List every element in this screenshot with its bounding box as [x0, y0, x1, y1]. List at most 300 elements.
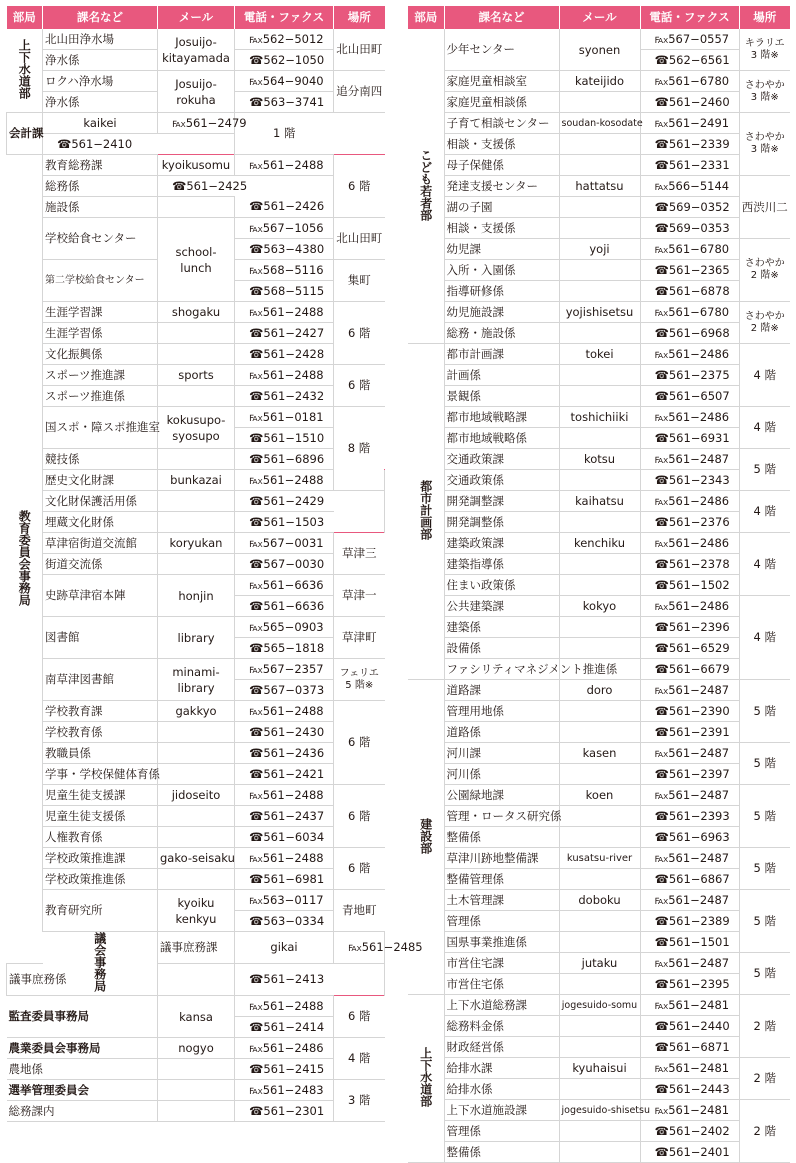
place-cell: 4 階 — [334, 1038, 385, 1080]
tel-cell: ℻561−2487 — [640, 449, 739, 470]
section-name: 整備係 — [444, 827, 559, 848]
table-row — [408, 827, 790, 848]
place-cell: 追分南四 — [334, 71, 385, 113]
table-row — [408, 218, 790, 239]
mail-cell: gako-seisaku — [158, 848, 235, 869]
section-name: 学校教育課 — [43, 701, 158, 722]
section-name: 国県事業推進係 — [444, 932, 559, 953]
table-row — [408, 365, 790, 386]
mail-cell — [158, 722, 235, 743]
tel-cell: ℻561−2486 — [640, 596, 739, 617]
section-name: 学校教育係 — [43, 722, 158, 743]
place-cell: さわやか 2 階※ — [739, 302, 790, 344]
section-name: 交通政策課 — [444, 449, 559, 470]
table-row — [408, 596, 790, 617]
dept-cell — [408, 680, 444, 995]
header-mail: メール — [158, 6, 235, 29]
mail-cell: library — [158, 617, 235, 659]
tel-cell: ☎561−2429 — [235, 491, 334, 512]
section-name: 入所・入園係 — [444, 260, 559, 281]
tel-cell: ☎563−4380 — [235, 239, 334, 260]
place-cell: フェリエ 5 階※ — [334, 659, 385, 701]
section-name: 草津川跡地整備課 — [444, 848, 559, 869]
mail-cell: kotsu — [559, 449, 640, 470]
section-name: 管理・ロータス研究係 — [444, 806, 559, 827]
tel-cell: ☎561−6529 — [640, 638, 739, 659]
section-name: ロクハ浄水場 — [43, 71, 158, 92]
table-row — [7, 176, 385, 197]
dept-label: 教育委員会事務局 — [17, 509, 32, 606]
tel-cell: ☎561−2339 — [640, 134, 739, 155]
mail-cell — [559, 92, 640, 113]
section-name: 相談・支援係 — [444, 218, 559, 239]
table-row — [7, 302, 385, 323]
mail-cell — [559, 323, 640, 344]
section-name: 道路係 — [444, 722, 559, 743]
table-row — [408, 512, 790, 533]
mail-cell: koen — [559, 785, 640, 806]
tel-cell: ℻561−2487 — [640, 680, 739, 701]
place-cell: さわやか 2 階※ — [739, 239, 790, 302]
section-name: 図書館 — [43, 617, 158, 659]
mail-cell: kansa — [158, 996, 235, 1038]
table-row — [7, 197, 385, 218]
table-row — [408, 155, 790, 176]
table-row — [408, 281, 790, 302]
place-cell: 草津一 — [334, 575, 385, 617]
section-name: 児童生徒支援係 — [43, 806, 158, 827]
tel-cell: ☎563−3741 — [235, 92, 334, 113]
section-name: 設備係 — [444, 638, 559, 659]
mail-cell: koryukan — [158, 533, 235, 554]
mail-cell: toshichiiki — [559, 407, 640, 428]
section-name: 議事庶務係 — [7, 964, 43, 996]
mail-cell — [158, 806, 235, 827]
section-name: 発達支援センター — [444, 176, 559, 197]
section-name: 開発調整係 — [444, 512, 559, 533]
section-name: 河川課 — [444, 743, 559, 764]
mail-cell — [559, 932, 640, 953]
tel-cell: ☎561−2301 — [235, 1101, 334, 1122]
section-name: 管理用地係 — [444, 701, 559, 722]
section-name: 南草津図書館 — [43, 659, 158, 701]
table-row — [7, 29, 385, 50]
section-name: 景観係 — [444, 386, 559, 407]
section-name: 総務料金係 — [444, 1016, 559, 1037]
table-row — [408, 470, 790, 491]
section-name: 総務・施設係 — [444, 323, 559, 344]
tel-cell: ☎561−1501 — [640, 932, 739, 953]
mail-cell — [559, 1121, 640, 1142]
table-row — [7, 890, 385, 911]
place-cell: 5 階 — [739, 890, 790, 953]
table-row — [408, 932, 790, 953]
header-tel: 電話・ファクス — [640, 6, 739, 29]
tel-cell: ☎561−2432 — [235, 386, 334, 407]
tel-cell: ℻561−2491 — [640, 113, 739, 134]
tel-cell: ℻561−2487 — [640, 785, 739, 806]
section-name: ファシリティマネジメント推進係 — [444, 659, 559, 680]
table-row — [408, 617, 790, 638]
tel-cell: ℻561−2481 — [640, 1100, 739, 1121]
tel-cell: ℻567−0557 — [640, 29, 739, 50]
table-header — [7, 6, 385, 29]
tel-cell: ☎568−5115 — [235, 281, 334, 302]
table-row — [7, 554, 385, 575]
dept-label: 建設部 — [418, 817, 433, 854]
place-cell: 6 階 — [334, 848, 385, 890]
mail-cell — [158, 554, 235, 575]
section-name: 湖の子園 — [444, 197, 559, 218]
table-row — [7, 848, 385, 869]
table-row — [7, 71, 385, 92]
tel-cell: ℻561−2486 — [640, 491, 739, 512]
mail-cell: bunkazai — [158, 470, 235, 491]
section-name: 学事・学校保健体育係 — [43, 764, 158, 785]
tel-cell: ☎565−1818 — [235, 638, 334, 659]
tel-cell: ☎561−2390 — [640, 701, 739, 722]
mail-cell — [559, 218, 640, 239]
table-row — [7, 512, 385, 533]
mail-cell — [158, 764, 235, 785]
tel-cell: ☎561−2395 — [640, 974, 739, 995]
tel-cell: ℻561−2487 — [640, 743, 739, 764]
table-row — [408, 197, 790, 218]
section-name: 史跡草津宿本陣 — [43, 575, 158, 617]
tel-cell: ☎561−2440 — [640, 1016, 739, 1037]
tel-cell: ☎561−6871 — [640, 1037, 739, 1058]
mail-cell: jogesuido-shisetsu — [559, 1100, 640, 1121]
directory-table-right — [408, 6, 790, 1163]
mail-cell — [158, 491, 235, 512]
tel-cell: ℻561−2488 — [235, 848, 334, 869]
place-cell: 北山田町 — [334, 218, 385, 260]
section-name: 草津宿街道交流館 — [43, 533, 158, 554]
mail-cell — [559, 1037, 640, 1058]
section-name: 幼児課 — [444, 239, 559, 260]
section-name: 第二学校給食センター — [43, 260, 158, 302]
mail-cell: kenchiku — [559, 533, 640, 554]
mail-cell — [559, 197, 640, 218]
section-name: 上下水道総務課 — [444, 995, 559, 1016]
mail-cell: gakkyo — [158, 701, 235, 722]
mail-cell: jutaku — [559, 953, 640, 974]
mail-cell — [158, 743, 235, 764]
tel-cell: ℻565−0903 — [235, 617, 334, 638]
mail-cell — [158, 323, 235, 344]
mail-cell: sports — [158, 365, 235, 386]
table-row — [7, 533, 385, 554]
table-row — [408, 869, 790, 890]
table-row — [7, 701, 385, 722]
section-name: 文化財保護活用係 — [43, 491, 158, 512]
place-cell: 青地町 — [334, 890, 385, 932]
place-cell: 4 階 — [739, 533, 790, 596]
section-name: 学校政策推進課 — [43, 848, 158, 869]
mail-cell — [559, 134, 640, 155]
tel-cell: ℻561−2487 — [640, 953, 739, 974]
tel-cell: ☎561−2426 — [235, 197, 334, 218]
section-name: 公園緑地課 — [444, 785, 559, 806]
tel-cell: ☎563−0334 — [235, 911, 334, 932]
tel-cell: ℻561−6636 — [235, 575, 334, 596]
table-row — [408, 1079, 790, 1100]
tel-cell: ☎561−6981 — [235, 869, 334, 890]
section-name: 指導研修係 — [444, 281, 559, 302]
tel-cell: ℻561−2486 — [640, 344, 739, 365]
table-row — [7, 323, 385, 344]
header-name: 課名など — [444, 6, 559, 29]
section-name: 児童生徒支援課 — [43, 785, 158, 806]
section-name: 人権教育係 — [43, 827, 158, 848]
tel-cell: ☎561−6968 — [640, 323, 739, 344]
mail-cell — [559, 764, 640, 785]
table-row — [408, 722, 790, 743]
section-name: 総務課内 — [7, 1101, 158, 1122]
mail-cell: jidoseito — [158, 785, 235, 806]
header-dept: 部局 — [7, 6, 43, 29]
tel-cell: ℻561−2488 — [235, 470, 334, 491]
table-row — [7, 344, 385, 365]
table-row — [7, 996, 385, 1017]
tel-cell: ☎561−2376 — [640, 512, 739, 533]
section-name: 都市計画課 — [444, 344, 559, 365]
mail-cell — [158, 386, 235, 407]
mail-cell: Josuijo-rokuha — [158, 71, 235, 113]
table-row — [7, 659, 385, 680]
mail-cell — [559, 470, 640, 491]
section-name: 都市地域戦略係 — [444, 428, 559, 449]
table-row — [7, 869, 385, 890]
dept-cell — [408, 995, 444, 1163]
table-row — [7, 407, 385, 428]
table-row — [7, 1059, 385, 1080]
place-cell: 2 階 — [739, 1058, 790, 1100]
mail-cell — [559, 1079, 640, 1100]
section-name: 建築係 — [444, 617, 559, 638]
tel-cell: ☎561−2437 — [235, 806, 334, 827]
table-row — [408, 680, 790, 701]
dept-cell — [7, 29, 43, 113]
tel-cell: ☎561−2436 — [235, 743, 334, 764]
tel-cell: ☎561−2402 — [640, 1121, 739, 1142]
table-row — [408, 575, 790, 596]
tel-cell: ☎561−2427 — [235, 323, 334, 344]
table-row — [408, 323, 790, 344]
table-row — [7, 1038, 385, 1059]
dept-label: 議会事務局 — [92, 932, 107, 992]
tel-cell: ℻566−5144 — [640, 176, 739, 197]
tel-cell: ☎561−1510 — [235, 428, 334, 449]
table-row — [408, 1058, 790, 1079]
tel-cell: ℻561−2486 — [640, 533, 739, 554]
table-row — [408, 785, 790, 806]
section-name: 浄水係 — [43, 50, 158, 71]
table-row — [7, 386, 385, 407]
tel-cell: ☎561−6867 — [640, 869, 739, 890]
place-cell: 6 階 — [334, 996, 385, 1038]
mail-cell: kokyo — [559, 596, 640, 617]
table-row — [7, 617, 385, 638]
place-cell: 6 階 — [334, 155, 385, 218]
tel-cell: ℻567−1056 — [235, 218, 334, 239]
table-row — [7, 575, 385, 596]
tel-cell: ☎561−6878 — [640, 281, 739, 302]
tel-cell: ℻561−2483 — [235, 1080, 334, 1101]
tel-cell: ☎561−6931 — [640, 428, 739, 449]
table-row — [408, 176, 790, 197]
table-row — [7, 764, 385, 785]
table-row — [408, 260, 790, 281]
tel-cell: ☎561−2428 — [235, 344, 334, 365]
place-cell: 6 階 — [334, 785, 385, 848]
place-cell: 2 階 — [739, 1100, 790, 1163]
table-row — [7, 827, 385, 848]
section-name: 生涯学習係 — [43, 323, 158, 344]
place-cell: 6 階 — [334, 365, 385, 407]
tel-cell: ☎561−2414 — [235, 1017, 334, 1038]
tel-cell: ☎561−2393 — [640, 806, 739, 827]
section-name: 会計課 — [7, 113, 43, 155]
section-name: 街道交流係 — [43, 554, 158, 575]
mail-cell: soudan-kosodate — [559, 113, 640, 134]
section-name: 建築指導係 — [444, 554, 559, 575]
tel-cell: ☎561−6963 — [640, 827, 739, 848]
dept-label: 上下水道部 — [418, 1047, 433, 1107]
mail-cell — [559, 701, 640, 722]
table-row — [408, 71, 790, 92]
section-name: 管理係 — [444, 911, 559, 932]
place-cell: 6 階 — [334, 701, 385, 785]
section-name: 整備管理係 — [444, 869, 559, 890]
tel-cell: ☎561−2425 — [158, 176, 235, 197]
tel-cell: ☎561−2443 — [640, 1079, 739, 1100]
section-name: 学校政策推進係 — [43, 869, 158, 890]
place-cell: 北山田町 — [334, 29, 385, 71]
tel-cell: ☎561−2430 — [235, 722, 334, 743]
mail-cell: gikai — [235, 932, 334, 964]
tel-cell: ℻561−6780 — [640, 71, 739, 92]
table-row — [408, 638, 790, 659]
tel-cell: ℻567−2357 — [235, 659, 334, 680]
tel-cell: ☎561−1502 — [640, 575, 739, 596]
mail-cell — [158, 1101, 235, 1122]
tel-cell: ℻561−6780 — [640, 239, 739, 260]
section-name: 監査委員事務局 — [7, 996, 158, 1038]
tel-cell: ℻561−2488 — [235, 701, 334, 722]
table-row — [408, 491, 790, 512]
section-name: スポーツ推進課 — [43, 365, 158, 386]
tel-cell: ☎561−2375 — [640, 365, 739, 386]
tel-cell: ℻561−2488 — [235, 996, 334, 1017]
section-name: 競技係 — [43, 449, 158, 470]
section-name: 財政経営係 — [444, 1037, 559, 1058]
mail-cell — [158, 197, 235, 218]
section-name: 埋蔵文化財係 — [43, 512, 158, 533]
section-name: 学校給食センター — [43, 218, 158, 260]
header-name: 課名など — [43, 6, 158, 29]
mail-cell: yoji — [559, 239, 640, 260]
place-cell: 5 階 — [739, 848, 790, 890]
place-cell: 5 階 — [739, 449, 790, 491]
section-name: 道路課 — [444, 680, 559, 701]
header-place: 場所 — [739, 6, 790, 29]
tel-cell: ☎562−6561 — [640, 50, 739, 71]
table-row — [408, 1016, 790, 1037]
section-name: 給排水係 — [444, 1079, 559, 1100]
mail-cell: honjin — [158, 575, 235, 617]
mail-cell: hattatsu — [559, 176, 640, 197]
table-row — [408, 92, 790, 113]
mail-cell — [559, 827, 640, 848]
section-name: 河川係 — [444, 764, 559, 785]
mail-cell: kyoikusomu — [158, 155, 235, 176]
tel-cell: ☎561−6896 — [235, 449, 334, 470]
tel-cell: ℻562−5012 — [235, 29, 334, 50]
table-row — [408, 659, 790, 680]
mail-cell — [559, 512, 640, 533]
place-cell: 4 階 — [739, 344, 790, 407]
mail-cell: nogyo — [158, 1038, 235, 1059]
mail-cell — [559, 869, 640, 890]
table-row — [408, 764, 790, 785]
table-row — [7, 1101, 385, 1122]
section-name: 給排水課 — [444, 1058, 559, 1079]
place-cell: 5 階 — [739, 680, 790, 743]
section-name: 家庭児童相談係 — [444, 92, 559, 113]
table-row — [7, 1080, 385, 1101]
mail-cell: kateijido — [559, 71, 640, 92]
place-cell: 草津町 — [334, 617, 385, 659]
section-name: 公共建築課 — [444, 596, 559, 617]
section-name: 住まい政策係 — [444, 575, 559, 596]
table-row — [408, 848, 790, 869]
mail-cell: kyoiku kenkyu — [158, 890, 235, 932]
tel-cell: ℻561−2486 — [640, 407, 739, 428]
table-row — [408, 890, 790, 911]
dept-cell — [408, 29, 444, 344]
table-row — [7, 218, 385, 239]
mail-cell — [559, 722, 640, 743]
table-row — [7, 470, 385, 491]
table-row — [408, 239, 790, 260]
tel-cell: ☎561−2343 — [640, 470, 739, 491]
mail-cell — [559, 806, 640, 827]
mail-cell: tokei — [559, 344, 640, 365]
table-row — [408, 134, 790, 155]
place-cell: 草津三 — [334, 533, 385, 575]
place-cell: 西渋川二 — [739, 176, 790, 239]
tel-cell: ☎561−6507 — [640, 386, 739, 407]
section-name: 建築政策課 — [444, 533, 559, 554]
section-name: 管理係 — [444, 1121, 559, 1142]
tel-cell: ☎561−2378 — [640, 554, 739, 575]
tel-cell: ☎561−2421 — [235, 764, 334, 785]
mail-cell — [559, 575, 640, 596]
directory-table-left — [6, 6, 423, 1122]
place-cell: 1 階 — [235, 113, 334, 155]
mail-cell: kyuhaisui — [559, 1058, 640, 1079]
section-name: 文化振興係 — [43, 344, 158, 365]
mail-cell: kasen — [559, 743, 640, 764]
mail-cell: kaikei — [43, 113, 158, 134]
tel-cell: ℻568−5116 — [235, 260, 334, 281]
section-name: 市営住宅係 — [444, 974, 559, 995]
mail-cell — [158, 1059, 235, 1080]
mail-cell — [158, 449, 235, 470]
section-name: 市営住宅課 — [444, 953, 559, 974]
tel-cell: ℻564−9040 — [235, 71, 334, 92]
